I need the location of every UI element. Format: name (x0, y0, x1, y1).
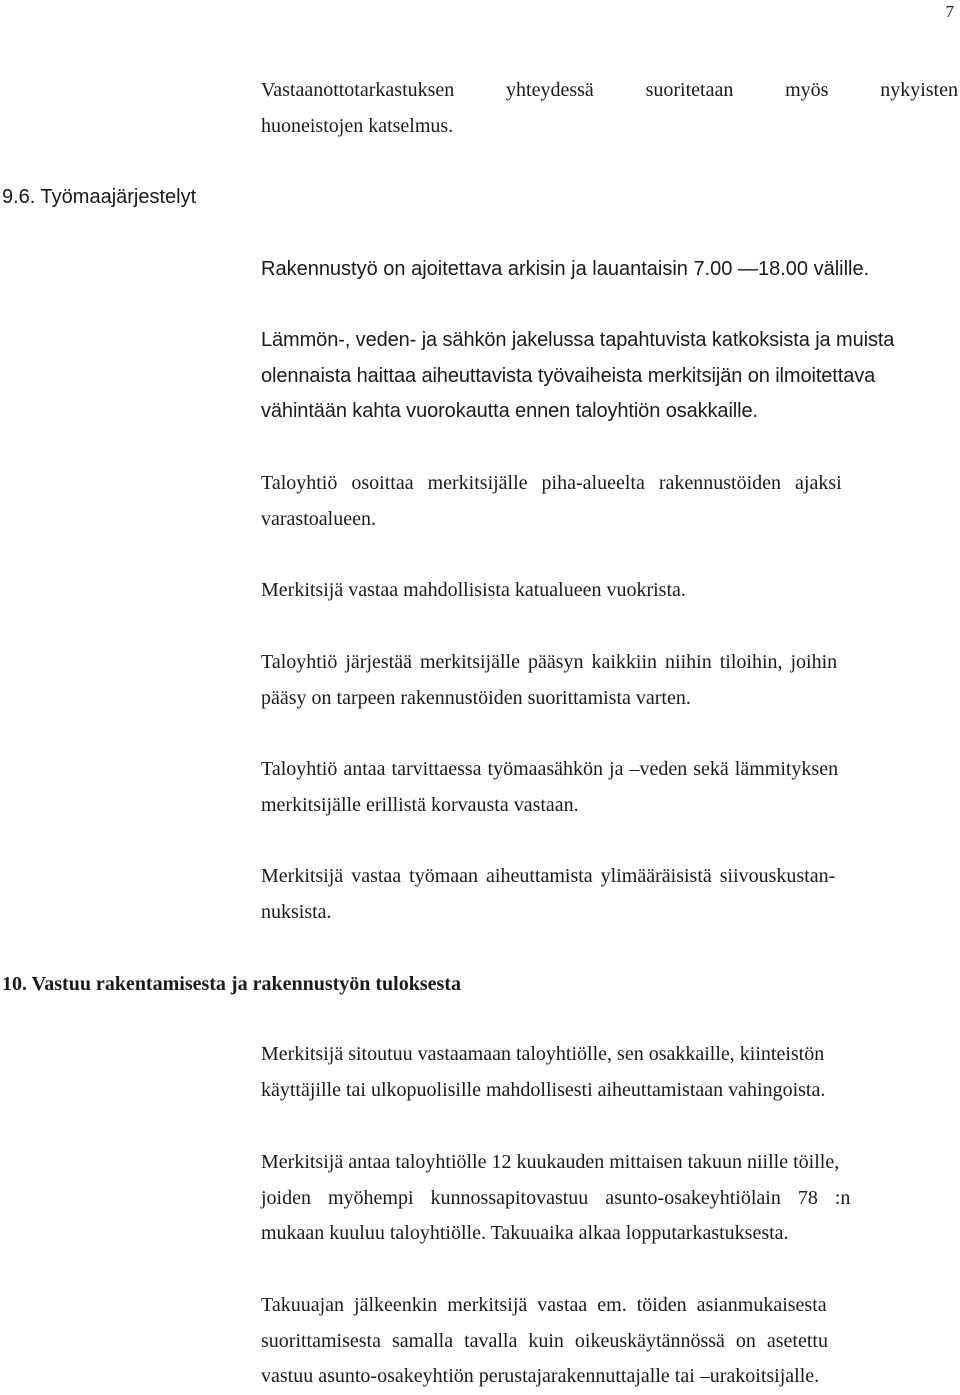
inspection-paragraph (261, 73, 958, 144)
street-rent-paragraph (261, 573, 958, 609)
paragraph-line: Taloyhtiö järjestää merkitsijälle pääsyn kaikkiin niihin tiloihin, joihin (261, 651, 838, 673)
paragraph-line: merkitsijälle erillistä korvausta vastaan. (261, 793, 579, 816)
word: Vastaanottotarkastuksen (261, 79, 455, 101)
paragraph-line: Merkitsijä vastaa työmaan aiheuttamista ylimääräisistä siivouskustan- (261, 865, 836, 887)
warranty-paragraph (261, 1145, 958, 1252)
word: nykyisten (880, 79, 958, 101)
paragraph-line: Taloyhtiö antaa tarvittaessa työmaasähkön ja –veden sekä lämmityksen (261, 758, 839, 780)
access-paragraph (261, 645, 958, 716)
paragraph-line: Rakennustyö on ajoitettava arkisin ja lauantaisin 7.00 —18.00 välille. (261, 258, 870, 280)
paragraph-line: Takuuajan jälkeenkin merkitsijä vastaa em. töiden asianmukaisesta (261, 1294, 827, 1316)
storage-paragraph (261, 466, 958, 537)
paragraph-line: Merkitsijä sitoutuu vastaamaan taloyhtiölle, sen osakkaille, kiinteistön (261, 1043, 825, 1065)
paragraph-line (261, 73, 958, 109)
paragraph-line: käyttäjille tai ulkopuolisille mahdollisesti aiheuttamistaan vahingoista. (261, 1078, 826, 1101)
paragraph-line: pääsy on tarpeen rakennustöiden suorittamista varten. (261, 686, 691, 709)
after-warranty-paragraph (261, 1288, 958, 1395)
paragraph-line: huoneistojen katselmus. (261, 114, 454, 137)
paragraph-line: vastuu asunto-osakeyhtiön perustajarakennuttajalle tai –urakoitsijalle. (261, 1365, 820, 1387)
paragraph-line: Merkitsijä antaa taloyhtiölle 12 kuukauden mittaisen takuun niille töille, (261, 1151, 840, 1173)
paragraph-line: vähintään kahta vuorokautta ennen taloyhtiön osakkaille. (261, 400, 758, 422)
outages-paragraph (261, 323, 958, 430)
damages-paragraph (261, 1037, 958, 1108)
cleaning-paragraph (261, 859, 958, 930)
page-number: 7 (945, 2, 954, 21)
section-heading-liability: 10. Vastuu rakentamisesta ja rakennustyön tuloksesta (2, 973, 461, 995)
paragraph-line: mukaan kuuluu taloyhtiölle. Takuuaika alkaa lopputarkastuksesta. (261, 1222, 789, 1244)
paragraph-line: varastoalueen. (261, 507, 376, 530)
paragraph-line: Merkitsijä vastaa mahdollisista katualueen vuokrista. (261, 579, 686, 601)
utilities-paragraph (261, 752, 958, 823)
paragraph-line: Taloyhtiö osoittaa merkitsijälle piha-alueelta rakennustöiden ajaksi (261, 472, 842, 494)
paragraph-line: nuksista. (261, 900, 332, 923)
paragraph-line: Lämmön-, veden- ja sähkön jakelussa tapahtuvista katkoksista ja muista (261, 329, 895, 351)
working-hours-paragraph (261, 252, 958, 288)
paragraph-line: suorittamisesta samalla tavalla kuin oikeuskäytännössä on asetettu (261, 1329, 828, 1352)
paragraph-line: olennaista haittaa aiheuttavista työvaiheista merkitsijän on ilmoitettava (261, 364, 876, 387)
word: myös (785, 79, 829, 101)
section-heading-site-arrangements: 9.6. Työmaajärjestelyt (2, 186, 197, 208)
word: suoritetaan (645, 79, 734, 101)
paragraph-line: joiden myöhempi kunnossapitovastuu asunto-osakeyhtiölain 78 :n (261, 1186, 851, 1209)
word: yhteydessä (506, 79, 594, 101)
